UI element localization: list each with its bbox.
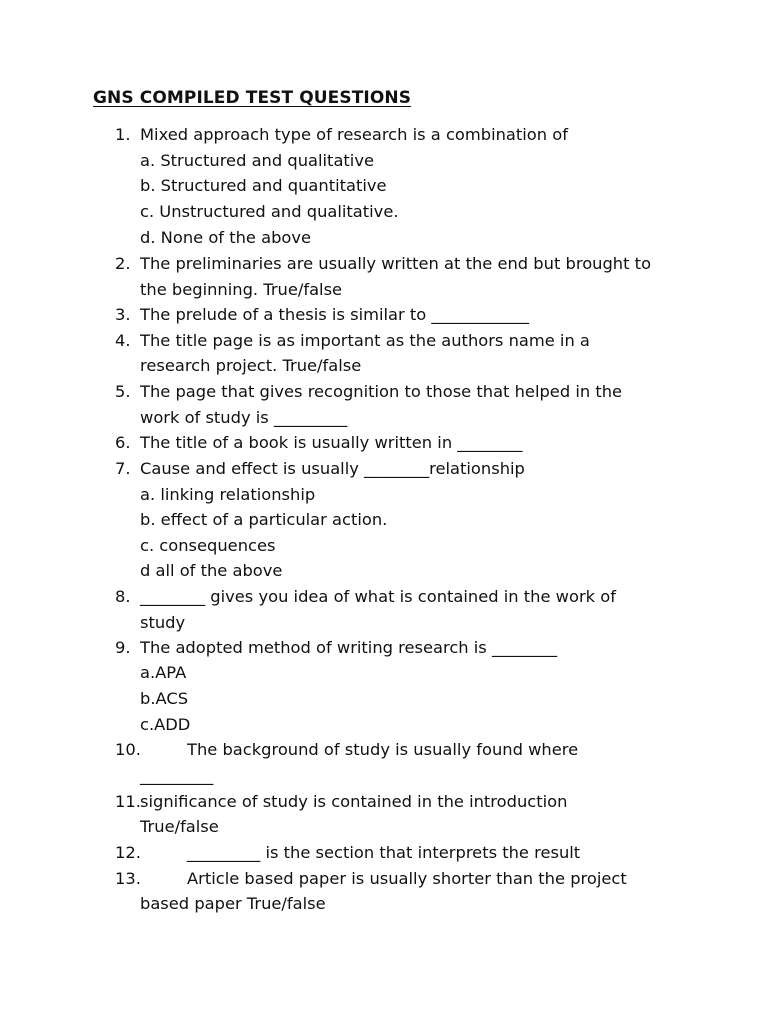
question-text: The title of a book is usually written in ________ xyxy=(140,433,523,452)
question-text-continued: based paper True/false xyxy=(140,894,326,913)
option-text: b. effect of a particular action. xyxy=(140,510,388,529)
option-text: b. Structured and quantitative xyxy=(140,176,387,195)
question-text-continued: True/false xyxy=(140,817,219,836)
question-number: 1. xyxy=(115,125,131,144)
question-number: 2. xyxy=(115,254,131,273)
option-text: d. None of the above xyxy=(140,228,312,247)
option-text: c. Unstructured and qualitative. xyxy=(140,202,399,221)
question-text: ________ gives you idea of what is contained in the work of xyxy=(140,587,616,606)
question-text: Article based paper is usually shorter than the project xyxy=(187,869,627,888)
question-number: 3. xyxy=(115,305,131,324)
question-number: 5. xyxy=(115,382,131,401)
question-number: 7. xyxy=(115,459,131,478)
question-number: 12. xyxy=(115,843,141,862)
question-number: 13. xyxy=(115,869,141,888)
question-number: 4. xyxy=(115,331,131,350)
question-text-continued: work of study is _________ xyxy=(140,408,348,427)
question-text: significance of study is contained in the introduction xyxy=(140,792,568,811)
question-text: Mixed approach type of research is a combination of xyxy=(140,125,568,144)
question-text: The adopted method of writing research is ________ xyxy=(140,638,558,657)
question-text-continued: _________ xyxy=(140,766,214,785)
question-text: _________ is the section that interprets the result xyxy=(187,843,581,862)
question-number: 8. xyxy=(115,587,131,606)
question-text: The preliminaries are usually written at the end but brought to xyxy=(140,254,652,273)
option-text: c. consequences xyxy=(140,536,276,555)
option-text: a. Structured and qualitative xyxy=(140,151,374,170)
question-number: 11. xyxy=(115,792,141,811)
question-text-continued: study xyxy=(140,613,186,632)
question-text-continued: the beginning. True/false xyxy=(140,280,343,299)
question-text: The background of study is usually found where xyxy=(187,740,579,759)
question-text-continued: research project. True/false xyxy=(140,356,362,375)
question-number: 10. xyxy=(115,740,141,759)
option-text: a.APA xyxy=(140,663,187,682)
question-number: 9. xyxy=(115,638,131,657)
option-text: a. linking relationship xyxy=(140,485,316,504)
question-text: The page that gives recognition to those that helped in the xyxy=(140,382,623,401)
question-text: The prelude of a thesis is similar to ____________ xyxy=(140,305,530,324)
option-text: b.ACS xyxy=(140,689,189,708)
question-text: Cause and effect is usually ________relationship xyxy=(140,459,525,478)
document-title: GNS COMPILED TEST QUESTIONS xyxy=(93,88,412,108)
option-text: c.ADD xyxy=(140,715,191,734)
question-number: 6. xyxy=(115,433,131,452)
question-text: The title page is as important as the authors name in a xyxy=(140,331,590,350)
option-text: d all of the above xyxy=(140,561,283,580)
